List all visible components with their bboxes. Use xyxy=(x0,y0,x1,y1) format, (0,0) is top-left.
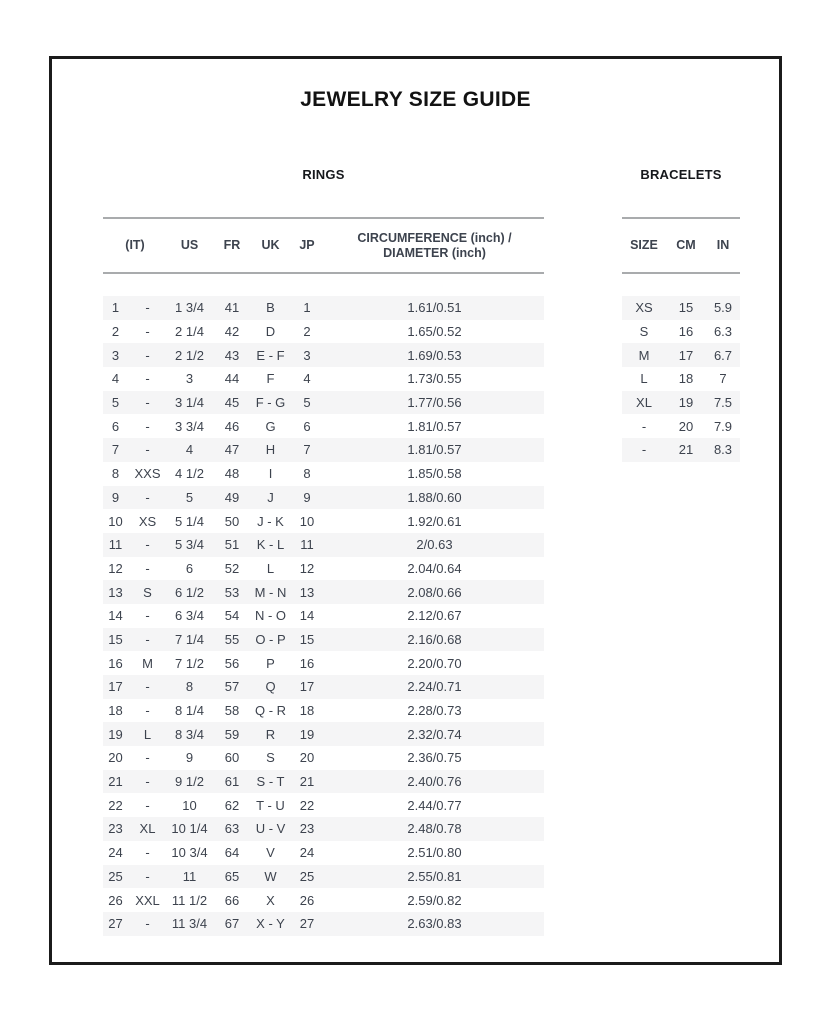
table-cell: 2/0.63 xyxy=(416,537,453,553)
bracelets-header-cm: CM xyxy=(676,238,696,252)
table-cell: 23 xyxy=(108,821,123,837)
table-cell: U - V xyxy=(255,821,286,837)
table-cell: X xyxy=(266,892,275,908)
ring-size-row xyxy=(103,628,544,652)
table-cell: L xyxy=(143,726,152,742)
bracelet-size-row xyxy=(622,438,740,462)
table-cell: X - Y xyxy=(256,916,285,932)
table-cell: XL xyxy=(636,395,652,411)
table-cell: 5 xyxy=(303,395,311,411)
bracelet-size-row xyxy=(622,296,740,320)
table-cell: 63 xyxy=(224,821,240,837)
table-cell: 2.04/0.64 xyxy=(407,560,462,576)
table-cell: T - U xyxy=(256,797,285,813)
table-cell: 52 xyxy=(224,560,240,576)
table-cell: 18 xyxy=(108,703,123,719)
table-cell: 2.16/0.68 xyxy=(407,631,462,647)
table-cell: P xyxy=(266,655,275,671)
rings-header-jp: JP xyxy=(299,238,315,252)
table-cell: 50 xyxy=(224,513,240,529)
table-cell: 3 xyxy=(303,347,311,363)
table-cell: 1 xyxy=(303,300,311,316)
table-cell: 10 3/4 xyxy=(171,845,208,861)
table-cell: - xyxy=(145,774,150,790)
table-cell: E - F xyxy=(256,347,285,363)
bracelets-section-title: BRACELETS xyxy=(640,167,722,182)
ring-size-row xyxy=(103,462,544,486)
table-cell: 7 xyxy=(111,442,120,458)
table-cell: Q - R xyxy=(254,703,287,719)
table-cell: 2 1/4 xyxy=(175,324,204,340)
table-cell: 62 xyxy=(224,797,240,813)
table-cell: 10 xyxy=(182,797,197,813)
table-cell: - xyxy=(145,868,150,884)
table-cell: 10 xyxy=(108,513,123,529)
table-cell: XL xyxy=(139,821,156,837)
table-cell: 2.63/0.83 xyxy=(407,916,462,932)
table-cell: 3 xyxy=(185,371,194,387)
table-cell: 7.5 xyxy=(713,395,733,411)
table-cell: L xyxy=(640,371,648,387)
table-cell: - xyxy=(145,916,150,932)
bracelet-size-row xyxy=(622,367,740,391)
table-cell: 8 xyxy=(111,466,120,482)
table-cell: 9 1/2 xyxy=(175,774,204,790)
table-cell: 16 xyxy=(678,324,694,340)
table-cell: 2.20/0.70 xyxy=(407,655,462,671)
table-cell: 19 xyxy=(299,726,315,742)
bracelet-size-row xyxy=(622,343,740,367)
table-cell: F xyxy=(266,371,275,387)
table-cell: G xyxy=(265,418,276,434)
table-cell: 9 xyxy=(185,750,194,766)
table-cell: 67 xyxy=(224,916,240,932)
table-cell: I xyxy=(268,466,273,482)
table-cell: M xyxy=(142,655,153,671)
table-cell: - xyxy=(145,371,150,387)
table-cell: 15 xyxy=(678,300,694,316)
table-cell: 1.61/0.51 xyxy=(407,300,462,316)
table-cell: 56 xyxy=(224,655,240,671)
ring-size-row xyxy=(103,296,544,320)
rings-table xyxy=(103,217,544,936)
table-cell: 4 xyxy=(303,371,311,387)
table-cell: - xyxy=(145,608,150,624)
table-cell: 18 xyxy=(299,703,315,719)
table-cell: - xyxy=(145,395,150,411)
ring-size-row xyxy=(103,699,544,723)
ring-size-row xyxy=(103,604,544,628)
table-cell: 19 xyxy=(108,726,123,742)
table-cell: - xyxy=(145,489,150,505)
ring-size-row xyxy=(103,865,544,889)
table-cell: 21 xyxy=(299,774,315,790)
table-cell: 2.51/0.80 xyxy=(407,845,462,861)
ring-size-row xyxy=(103,580,544,604)
table-cell: V xyxy=(266,845,275,861)
table-cell: 18 xyxy=(678,371,694,387)
table-cell: H xyxy=(265,442,276,458)
table-cell: 7.9 xyxy=(713,418,733,434)
ring-size-row xyxy=(103,651,544,675)
table-cell: 2.40/0.76 xyxy=(407,774,462,790)
table-cell: 66 xyxy=(224,892,240,908)
table-cell: 5 1/4 xyxy=(175,513,204,529)
table-cell: - xyxy=(145,560,150,576)
table-cell: 2.44/0.77 xyxy=(407,797,462,813)
table-cell: XXL xyxy=(135,892,160,908)
ring-size-row xyxy=(103,343,544,367)
table-cell: 4 xyxy=(185,442,194,458)
table-cell: 12 xyxy=(299,560,315,576)
table-cell: 22 xyxy=(299,797,315,813)
table-cell: 57 xyxy=(224,679,240,695)
table-cell: 11 xyxy=(108,537,123,553)
table-cell: 42 xyxy=(224,324,240,340)
table-cell: 20 xyxy=(108,750,123,766)
table-cell: - xyxy=(145,418,150,434)
table-cell: 17 xyxy=(108,679,123,695)
table-cell: M - N xyxy=(254,584,287,600)
table-cell: - xyxy=(145,324,150,340)
table-cell: 2 xyxy=(303,324,311,340)
table-cell: 21 xyxy=(108,774,123,790)
rings-section-title: RINGS xyxy=(302,167,345,182)
bracelet-size-row xyxy=(622,414,740,438)
table-cell: 2.32/0.74 xyxy=(407,726,462,742)
table-cell: 25 xyxy=(299,868,315,884)
table-cell: 17 xyxy=(678,347,694,363)
table-cell: 2.12/0.67 xyxy=(407,608,462,624)
table-cell: - xyxy=(145,750,150,766)
table-cell: 1.88/0.60 xyxy=(407,489,462,505)
rings-table-header xyxy=(103,217,544,274)
table-cell: 10 xyxy=(299,513,315,529)
table-cell: 1.65/0.52 xyxy=(407,324,462,340)
table-cell: 4 xyxy=(111,371,120,387)
ring-size-row xyxy=(103,509,544,533)
rings-header-circumference xyxy=(325,231,544,261)
table-cell: 53 xyxy=(224,584,240,600)
table-cell: 6 xyxy=(185,560,194,576)
table-cell: XXS xyxy=(134,466,161,482)
table-cell: - xyxy=(145,797,150,813)
ring-size-row xyxy=(103,912,544,936)
table-cell: 11 3/4 xyxy=(171,916,208,932)
rings-header-circumference-line2: DIAMETER (inch) xyxy=(383,245,486,260)
table-cell: - xyxy=(145,703,150,719)
table-cell: 10 1/4 xyxy=(171,821,208,837)
table-cell: 2.48/0.78 xyxy=(407,821,462,837)
table-cell: 27 xyxy=(299,916,315,932)
table-cell: 45 xyxy=(224,395,240,411)
table-cell: S xyxy=(266,750,275,766)
table-cell: 8 xyxy=(185,679,194,695)
table-cell: 51 xyxy=(224,537,240,553)
bracelet-size-row xyxy=(622,320,740,344)
table-cell: 1.81/0.57 xyxy=(407,442,462,458)
table-cell: 1.77/0.56 xyxy=(407,395,462,411)
guide-frame xyxy=(49,56,782,965)
table-cell: 2.24/0.71 xyxy=(407,679,462,695)
table-cell: N - O xyxy=(254,608,287,624)
table-cell: 25 xyxy=(108,868,123,884)
table-cell: 2 xyxy=(111,324,120,340)
table-cell: 7 1/2 xyxy=(175,655,204,671)
table-cell: - xyxy=(641,442,647,458)
table-cell: R xyxy=(265,726,276,742)
table-cell: S xyxy=(639,324,649,340)
table-cell: 6.7 xyxy=(713,347,733,363)
table-cell: 27 xyxy=(108,916,123,932)
ring-size-row xyxy=(103,793,544,817)
table-cell: - xyxy=(145,442,150,458)
table-cell: 5 3/4 xyxy=(175,537,204,553)
table-cell: 65 xyxy=(224,868,240,884)
table-cell: 48 xyxy=(224,466,240,482)
rings-table-body xyxy=(103,296,544,936)
table-cell: 13 xyxy=(299,584,315,600)
table-cell: 41 xyxy=(224,300,240,316)
table-cell: 26 xyxy=(299,892,315,908)
table-cell: 8.3 xyxy=(713,442,733,458)
table-cell: 17 xyxy=(299,679,315,695)
table-cell: 8 xyxy=(303,466,311,482)
table-cell: 7 1/4 xyxy=(175,631,204,647)
table-cell: J - K xyxy=(257,513,284,529)
table-cell: 24 xyxy=(108,845,123,861)
table-cell: 2.08/0.66 xyxy=(407,584,462,600)
table-cell: 1 3/4 xyxy=(175,300,204,316)
table-cell: 1.69/0.53 xyxy=(407,347,462,363)
table-cell: 20 xyxy=(299,750,315,766)
table-cell: 11 1/2 xyxy=(171,892,208,908)
table-cell: 2.36/0.75 xyxy=(407,750,462,766)
table-cell: 11 xyxy=(182,868,197,884)
table-cell: F - G xyxy=(255,395,286,411)
table-cell: - xyxy=(641,418,647,434)
table-cell: 55 xyxy=(224,631,240,647)
table-cell: 6.3 xyxy=(713,324,733,340)
table-cell: L xyxy=(266,560,275,576)
table-cell: 46 xyxy=(224,418,240,434)
table-cell: 2.28/0.73 xyxy=(407,703,462,719)
table-cell: 13 xyxy=(108,584,123,600)
page-title: JEWELRY SIZE GUIDE xyxy=(300,88,531,111)
ring-size-row xyxy=(103,675,544,699)
table-cell: 58 xyxy=(224,703,240,719)
table-cell: W xyxy=(264,868,277,884)
table-cell: 15 xyxy=(108,631,123,647)
table-cell: 22 xyxy=(108,797,123,813)
table-cell: Q xyxy=(265,679,276,695)
table-cell: - xyxy=(145,300,150,316)
ring-size-row xyxy=(103,746,544,770)
table-cell: 14 xyxy=(299,608,315,624)
ring-size-row xyxy=(103,722,544,746)
table-cell: 5.9 xyxy=(713,300,733,316)
table-cell: - xyxy=(145,631,150,647)
ring-size-row xyxy=(103,367,544,391)
table-cell: 7 xyxy=(719,371,727,387)
table-cell: 54 xyxy=(224,608,240,624)
table-cell: 4 1/2 xyxy=(175,466,204,482)
table-cell: 11 xyxy=(300,537,314,553)
ring-size-row xyxy=(103,533,544,557)
table-cell: 6 xyxy=(111,418,120,434)
table-cell: 47 xyxy=(224,442,240,458)
table-cell: 14 xyxy=(108,608,123,624)
table-cell: 1 xyxy=(111,300,120,316)
table-cell: - xyxy=(145,845,150,861)
table-cell: 2.59/0.82 xyxy=(407,892,462,908)
bracelets-table xyxy=(622,217,740,462)
ring-size-row xyxy=(103,841,544,865)
rings-header-uk: UK xyxy=(261,238,280,252)
ring-size-row xyxy=(103,770,544,794)
table-cell: 43 xyxy=(224,347,240,363)
table-cell: 9 xyxy=(303,489,311,505)
table-cell: 12 xyxy=(108,560,123,576)
ring-size-row xyxy=(103,391,544,415)
table-cell: D xyxy=(265,324,276,340)
table-cell: 15 xyxy=(299,631,315,647)
table-cell: - xyxy=(145,347,150,363)
rings-header-circumference-line1: CIRCUMFERENCE (inch) / xyxy=(357,230,512,245)
table-cell: 8 3/4 xyxy=(175,726,204,742)
rings-header-us: US xyxy=(180,238,199,252)
table-cell: 23 xyxy=(299,821,315,837)
bracelets-table-header xyxy=(622,217,740,274)
table-cell: S - T xyxy=(256,774,285,790)
table-cell: 3 xyxy=(111,347,120,363)
ring-size-row xyxy=(103,414,544,438)
table-cell: B xyxy=(266,300,275,316)
table-cell: 26 xyxy=(108,892,123,908)
bracelets-header-in: IN xyxy=(716,238,730,252)
table-cell: 3 1/4 xyxy=(175,395,204,411)
table-cell: 44 xyxy=(224,371,240,387)
bracelets-table-body xyxy=(622,296,740,462)
table-cell: 61 xyxy=(224,774,240,790)
table-cell: 24 xyxy=(299,845,315,861)
table-cell: 5 xyxy=(185,489,194,505)
table-cell: 5 xyxy=(111,395,120,411)
table-cell: 1.92/0.61 xyxy=(407,513,462,529)
table-cell: 20 xyxy=(678,418,694,434)
ring-size-row xyxy=(103,438,544,462)
table-cell: 2 1/2 xyxy=(175,347,204,363)
table-cell: XS xyxy=(138,513,157,529)
ring-size-row xyxy=(103,888,544,912)
table-cell: 6 3/4 xyxy=(175,608,204,624)
bracelets-header-size: SIZE xyxy=(630,238,658,252)
table-cell: 1.85/0.58 xyxy=(407,466,462,482)
table-cell: 7 xyxy=(303,442,311,458)
ring-size-row xyxy=(103,486,544,510)
table-cell: 1.81/0.57 xyxy=(407,418,462,434)
table-cell: S xyxy=(143,584,152,600)
table-cell: 2.55/0.81 xyxy=(407,868,462,884)
table-cell: 8 1/4 xyxy=(175,703,204,719)
table-cell: - xyxy=(145,537,150,553)
table-cell: J xyxy=(267,489,274,505)
table-cell: 6 1/2 xyxy=(175,584,204,600)
table-cell: O - P xyxy=(255,631,286,647)
table-cell: 19 xyxy=(678,395,694,411)
table-cell: 60 xyxy=(224,750,240,766)
table-cell: 49 xyxy=(224,489,240,505)
table-cell: 16 xyxy=(108,655,123,671)
table-cell: XS xyxy=(635,300,653,316)
table-cell: 1.73/0.55 xyxy=(407,371,462,387)
table-cell: - xyxy=(145,679,150,695)
rings-header-it: (IT) xyxy=(125,238,145,252)
table-cell: 64 xyxy=(224,845,240,861)
table-cell: 59 xyxy=(224,726,240,742)
table-cell: 16 xyxy=(299,655,315,671)
table-cell: 3 3/4 xyxy=(175,418,204,434)
ring-size-row xyxy=(103,817,544,841)
table-cell: 21 xyxy=(678,442,694,458)
rings-header-fr: FR xyxy=(223,238,241,252)
ring-size-row xyxy=(103,557,544,581)
ring-size-row xyxy=(103,320,544,344)
table-cell: 9 xyxy=(111,489,120,505)
bracelet-size-row xyxy=(622,391,740,415)
table-cell: M xyxy=(638,347,650,363)
table-cell: K - L xyxy=(256,537,285,553)
table-cell: 6 xyxy=(303,418,311,434)
